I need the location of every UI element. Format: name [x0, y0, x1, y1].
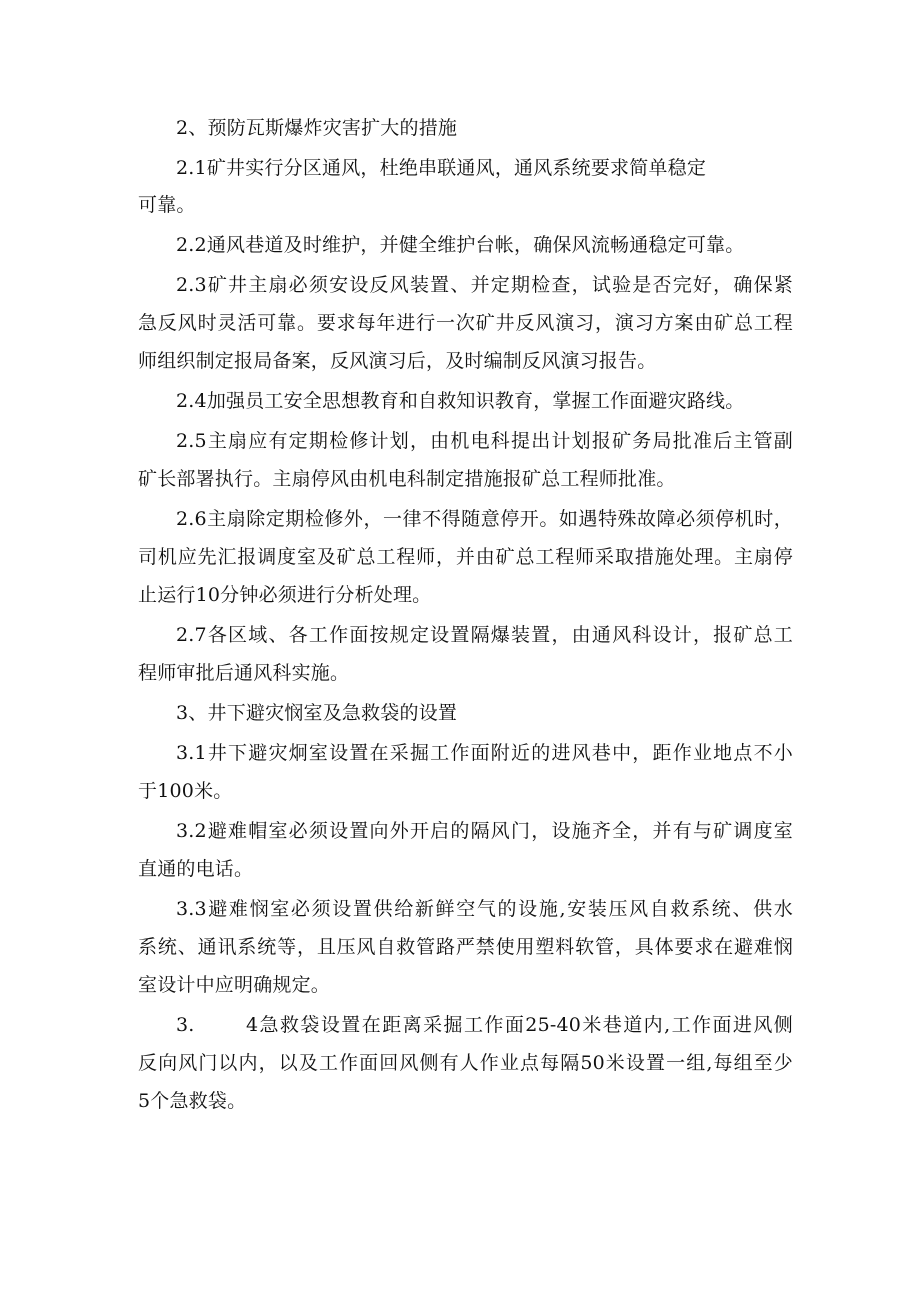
paragraph-2-6-line-1: 2.6主扇除定期检修外，一律不得随意停开。如遇特殊故障必须停机时， [176, 508, 793, 530]
paragraph-2-4: 2.4加强员工安全思想教育和自救知识教育，掌握工作面避灾路线。 [176, 390, 745, 412]
paragraph-3-2-line-2: 直通的电话。 [138, 858, 254, 880]
paragraph-3-3-line-1: 3.3避难悯室必须设置供给新鲜空气的设施,安装压风自救系统、供水 [176, 898, 793, 920]
paragraph-2-3-line-1: 2.3矿井主扇必须安设反风装置、并定期检查，试验是否完好，确保紧 [176, 274, 793, 296]
paragraph-2-1-line-1: 2.1矿井实行分区通风，杜绝串联通风，通风系统要求简单稳定 [176, 157, 707, 179]
heading-3: 3、井下避灾悯室及急救袋的设置 [176, 702, 458, 724]
paragraph-2-5-line-2: 矿长部署执行。主扇停风由机电科制定措施报矿总工程师批准。 [138, 468, 676, 490]
paragraph-2-7-line-1: 2.7各区域、各工作面按规定设置隔爆装置，由通风科设计，报矿总工 [176, 624, 793, 646]
paragraph-3-4-line-1: 4急救袋设置在距离采掘工作面25-40米巷道内,工作面进风侧 [246, 1014, 793, 1036]
paragraph-3-1-line-1: 3.1井下避灾炯室设置在采掘工作面附近的进风巷中，距作业地点不小 [176, 742, 793, 764]
paragraph-3-3-line-3: 室设计中应明确规定。 [138, 974, 331, 996]
paragraph-2-2: 2.2通风巷道及时维护，并健全维护台帐，确保风流畅通稳定可靠。 [176, 234, 745, 256]
paragraph-3-4-line-3: 5个急救袋。 [138, 1090, 247, 1112]
paragraph-3-4-number: 3. [176, 1014, 195, 1036]
paragraph-2-7-line-2: 程师审批后通风科实施。 [138, 662, 350, 684]
paragraph-3-2-line-1: 3.2避难帽室必须设置向外开启的隔风门，设施齐全，并有与矿调度室 [176, 820, 793, 842]
paragraph-3-3-line-2: 系统、通讯系统等，且压风自救管路严禁使用塑料软管，具体要求在避难悯 [138, 936, 793, 958]
paragraph-2-3-line-2: 急反风时灵活可靠。要求每年进行一次矿井反风演习，演习方案由矿总工程 [138, 312, 793, 334]
paragraph-2-6-line-2: 司机应先汇报调度室及矿总工程师，并由矿总工程师采取措施处理。主扇停 [138, 546, 793, 568]
paragraph-2-3-line-3: 师组织制定报局备案，反风演习后，及时编制反风演习报告。 [138, 350, 657, 372]
paragraph-2-1-line-2: 可靠。 [138, 194, 196, 216]
paragraph-3-4-line-2: 反向风门以内，以及工作面回风侧有人作业点每隔50米设置一组,每组至少 [138, 1052, 793, 1074]
paragraph-2-5-line-1: 2.5主扇应有定期检修计划，由机电科提出计划报矿务局批准后主管副 [176, 430, 793, 452]
paragraph-2-6-line-3: 止运行10分钟必须进行分析处理。 [138, 584, 432, 606]
paragraph-3-1-line-2: 于100米。 [138, 780, 233, 802]
heading-2: 2、预防瓦斯爆炸灾害扩大的措施 [176, 117, 458, 139]
